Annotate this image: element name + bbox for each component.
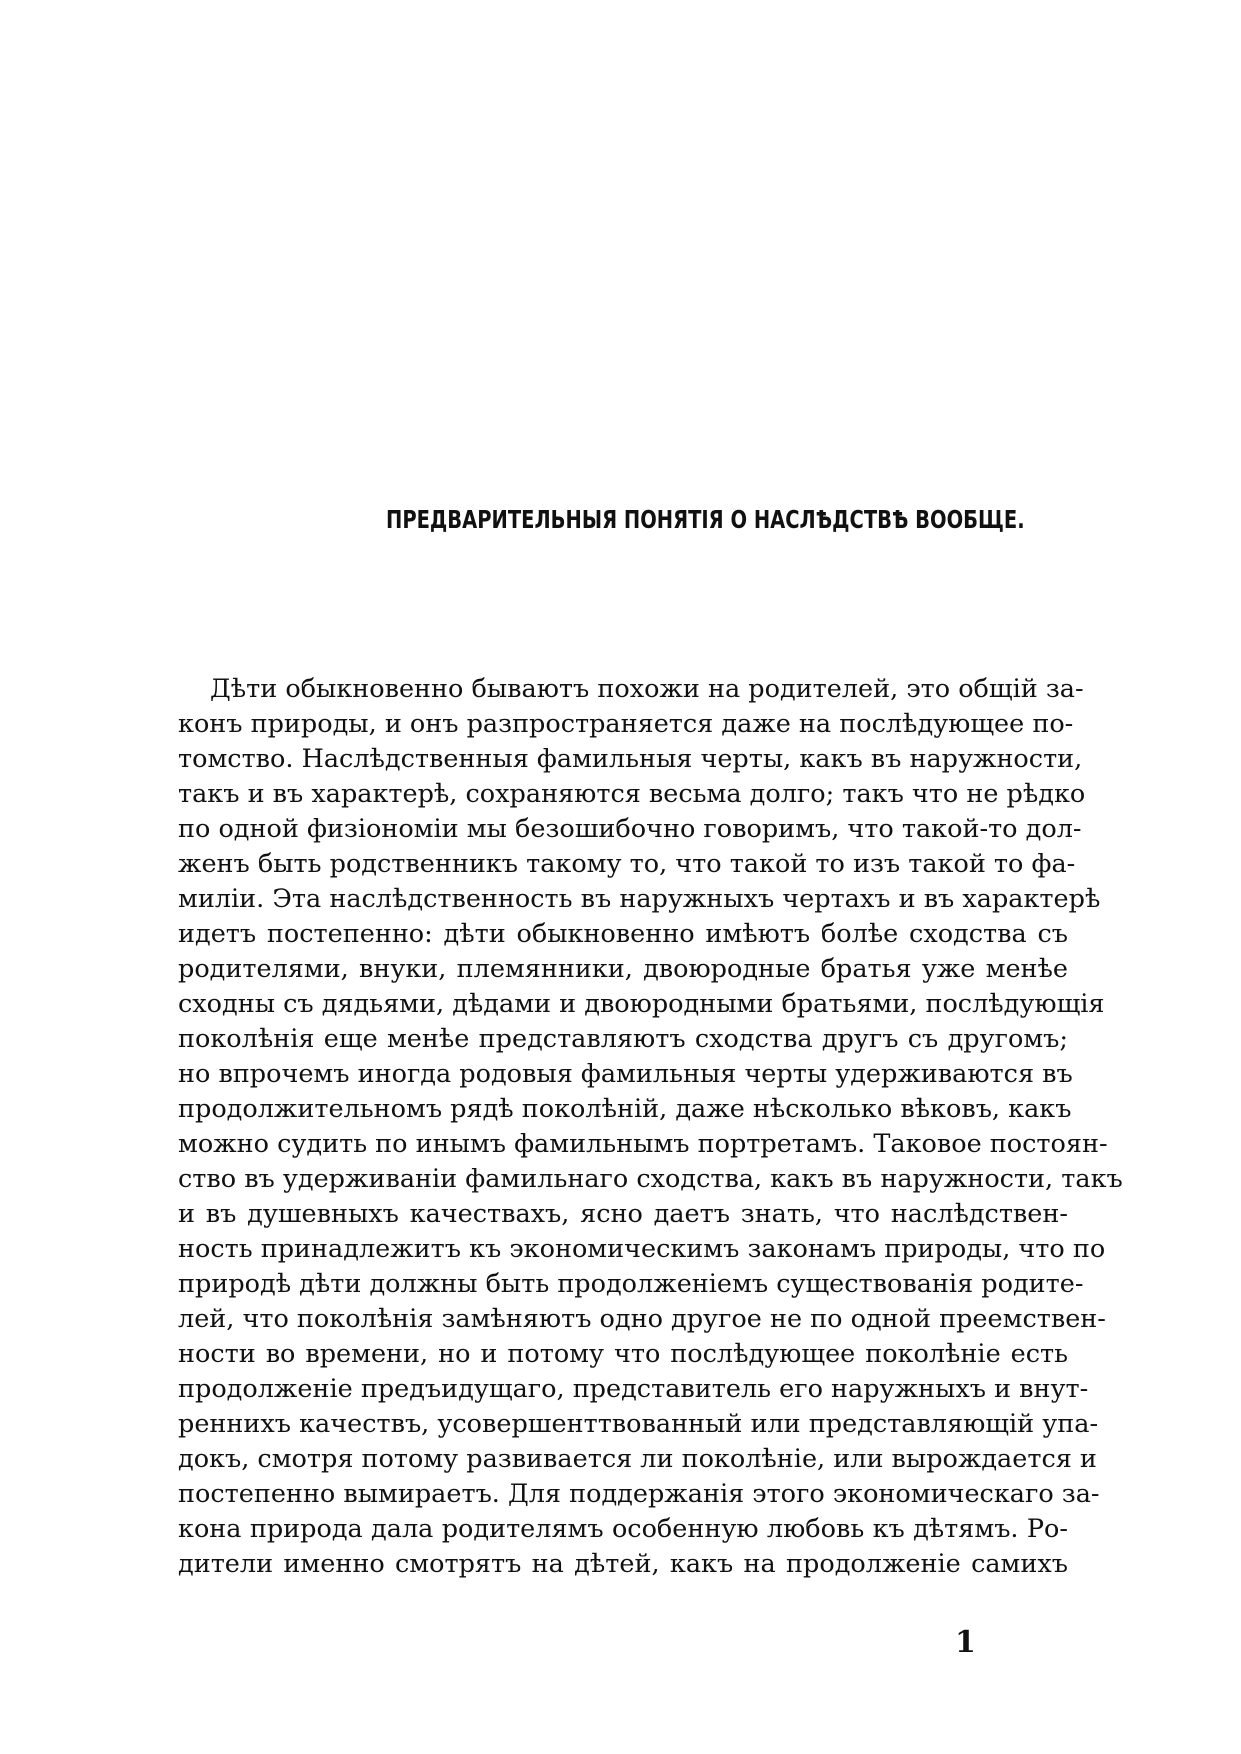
text-line: докъ, смотря потому развивается ли поколѣніе, или вырождается и	[178, 1444, 1097, 1474]
text-line: поколѣнія еще менѣе представляютъ сходства другъ съ другомъ;	[178, 1024, 1068, 1054]
text-line: дители именно смотрятъ на дѣтей, какъ на продолженіе самихъ	[178, 1549, 1068, 1579]
text-line: такъ и въ характерѣ, сохраняются весьма долго; такъ что не рѣдко	[178, 779, 1086, 809]
text-line: женъ быть родственникъ такому то, что такой то изъ такой то фа-	[178, 849, 1076, 879]
chapter-heading: ПРЕДВАРИТЕЛЬНЫЯ ПОНЯТІЯ О НАСЛѢДСТВѢ ВООБЩЕ.	[386, 505, 1025, 534]
text-line: природѣ дѣти должны быть продолженіемъ существованія родите-	[178, 1269, 1084, 1299]
text-line: и въ душевныхъ качествахъ, ясно даетъ знать, что наслѣдствен-	[178, 1199, 1068, 1229]
text-line: ство въ удерживаніи фамильнаго сходства, какъ въ наружности, такъ	[178, 1164, 1123, 1194]
text-line: продолжительномъ рядѣ поколѣній, даже нѣсколько вѣковъ, какъ	[178, 1094, 1072, 1124]
text-line: но впрочемъ иногда родовыя фамильныя черты удерживаются въ	[178, 1059, 1073, 1089]
text-line: родителями, внуки, племянники, двоюродные братья уже менѣе	[178, 954, 1068, 984]
text-line: можно судить по инымъ фамильнымъ портретамъ. Таковое постоян-	[178, 1129, 1108, 1159]
text-line: идетъ постепенно: дѣти обыкновенно имѣютъ болѣе сходства съ	[178, 919, 1068, 949]
body-paragraph	[178, 672, 1123, 1582]
text-line: продолженіе предъидущаго, представитель его наружныхъ и внут-	[178, 1374, 1089, 1404]
text-line: ность принадлежитъ къ экономическимъ законамъ природы, что по	[178, 1234, 1106, 1264]
text-line: лей, что поколѣнія замѣняютъ одно другое не по одной преемствен-	[178, 1304, 1106, 1334]
text-line: томство. Наслѣдственныя фамильныя черты, какъ въ наружности,	[178, 744, 1083, 774]
text-line: ности во времени, но и потому что послѣдующее поколѣніе есть	[178, 1339, 1068, 1369]
text-line: сходны съ дядьями, дѣдами и двоюродными братьями, послѣдующія	[178, 989, 1105, 1019]
text-line: постепенно вымираетъ. Для поддержанія этого экономическаго за-	[178, 1479, 1100, 1509]
text-line: кона природа дала родителямъ особенную любовь къ дѣтямъ. Ро-	[178, 1514, 1068, 1544]
text-line: по одной физіономіи мы безошибочно говоримъ, что такой-то дол-	[178, 814, 1082, 844]
text-line: Дѣти обыкновенно бываютъ похожи на родителей, это общій за-	[210, 674, 1084, 704]
text-line: конъ природы, и онъ разпространяется даже на послѣдующее по-	[178, 709, 1074, 739]
page-number: 1	[955, 1625, 976, 1660]
text-line: реннихъ качествъ, усовершенттвованный или представляющій упа-	[178, 1409, 1099, 1439]
text-line: миліи. Эта наслѣдственность въ наружныхъ чертахъ и въ характерѣ	[178, 884, 1101, 914]
